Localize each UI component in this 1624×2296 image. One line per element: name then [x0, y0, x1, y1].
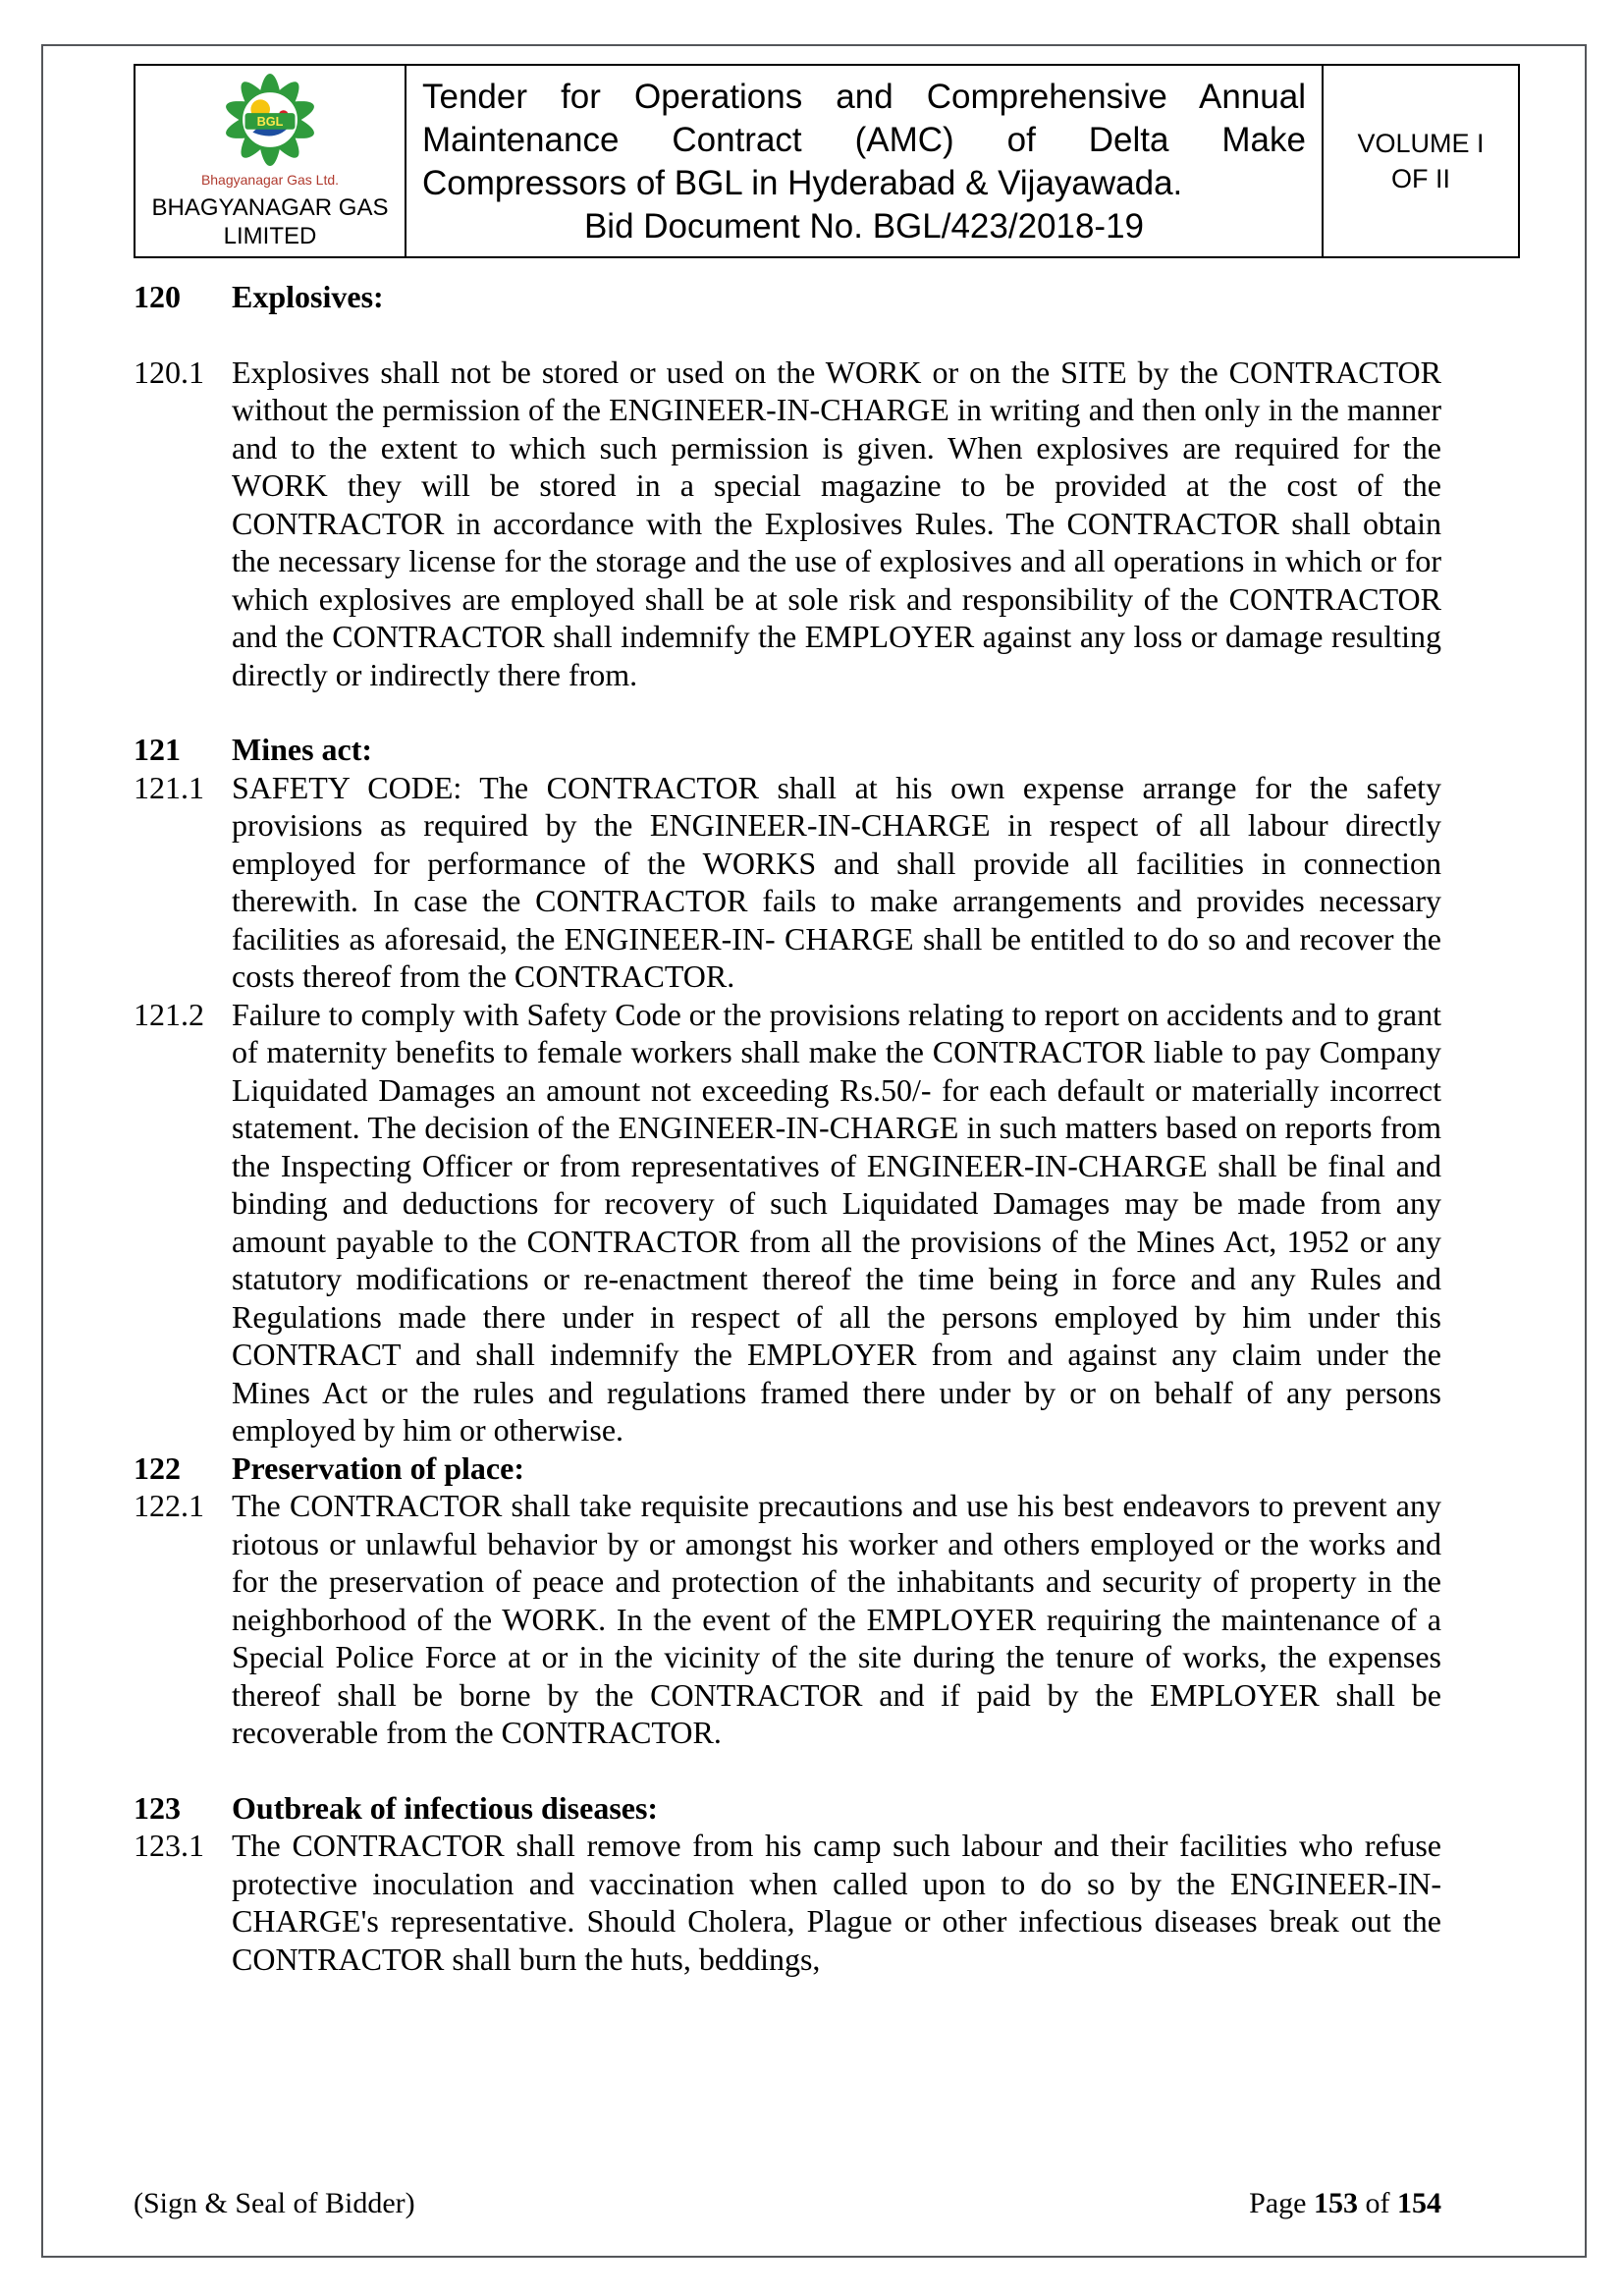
volume-line-1: VOLUME I [1357, 129, 1485, 158]
page-total: 154 [1397, 2187, 1441, 2219]
clause [134, 769, 1441, 996]
clause-text: Failure to comply with Safety Code or the provisions relating to report on accidents and to grant of maternity benefits to female workers shall make the CONTRACTOR liable to pay Company Liquidated Damages an amount not exceeding Rs.50/- for each default or materially incorrect statement. The decision of the ENGINEER-IN-CHARGE in such matters based on reports from the Inspecting Officer or from representatives of ENGINEER-IN-CHARGE shall be final and binding and deductions for recovery of such Liquidated Damages may be made from any amount payable to the CONTRACTOR from all the provisions of the Mines Act, 1952 or any statutory modifications or re-enactment thereof the time being in force and any Rules and Regulations made there under in respect of all the persons employed by him under this CONTRACT and shall indemnify the EMPLOYER from and against any claim under the Mines Act or the rules and regulations framed there under by or on behalf of any persons employed by him or otherwise. [232, 996, 1441, 1448]
tender-title-line: Compressors of BGL in Hyderabad & Vijayawada. [422, 164, 1183, 202]
section-title: Outbreak of infectious diseases: [232, 1789, 659, 1826]
clause-text: The CONTRACTOR shall remove from his camp such labour and their facilities who refuse protective inoculation and vaccination when called upon to do so by the ENGINEER-IN-CHARGE's representative. Should Cholera, Plague or other infectious diseases break out the CONTRACTOR shall burn the huts, beddings, [232, 1828, 1441, 1977]
clause-number: 121.2 [134, 996, 204, 1032]
of-label: of [1365, 2187, 1390, 2219]
tender-title-line: Maintenance Contract (AMC) of Delta Make [422, 121, 1306, 159]
clause [134, 1487, 1441, 1752]
section-title: Preservation of place: [232, 1449, 524, 1486]
clause-number: 123.1 [134, 1828, 204, 1863]
page-current: 153 [1314, 2187, 1358, 2219]
section-title: Explosives: [232, 279, 384, 314]
bgl-logo [217, 72, 323, 168]
section-number: 122 [134, 1449, 181, 1486]
clause-number: 120.1 [134, 354, 204, 390]
sign-seal-label: (Sign & Seal of Bidder) [134, 2187, 415, 2219]
page-label: Page [1249, 2187, 1307, 2219]
clause-text: The CONTRACTOR shall take requisite precautions and use his best endeavors to prevent any riotous or unlawful behavior by or amongst his worker and others employed or the works and for the preservation of peace and protection of the inhabitants and security of property in the neighborhood of the WORK. In the event of the EMPLOYER requiring the maintenance of a Special Police Force at or in the vicinity of the site during the tenure of works, the expenses thereof shall be borne by the CONTRACTOR and if paid by the EMPLOYER shall be recoverable from the CONTRACTOR. [232, 1488, 1441, 1750]
logo-acronym: BGL [256, 113, 284, 129]
section-number: 123 [134, 1789, 181, 1826]
org-name: BHAGYANAGAR GAS LIMITED [151, 194, 389, 249]
page-border-frame [41, 44, 1587, 2258]
volume-line-2: OF II [1391, 164, 1450, 193]
logo-subtext: Bhagyanagar Gas Ltd. [200, 172, 340, 188]
bid-document-number: Bid Document No. BGL/423/2018-19 [583, 207, 1145, 246]
section-heading [134, 731, 1441, 769]
document-body [134, 278, 1441, 1978]
page-footer [134, 2187, 1441, 2220]
section-number: 120 [134, 279, 181, 314]
clause-number: 122.1 [134, 1488, 204, 1523]
clause [134, 996, 1441, 1449]
volume-cell [1324, 66, 1518, 256]
section-heading [134, 1789, 1441, 1828]
clause-text: Explosives shall not be stored or used on the WORK or on the SITE by the CONTRACTOR without the permission of the ENGINEER-IN-CHARGE in writing and then only in the manner and to the extent to which such permission is given. When explosives are required for the WORK they will be stored in a special magazine to be provided at the cost of the CONTRACTOR in accordance with the Explosives Rules. The CONTRACTOR shall obtain the necessary license for the storage and the use of explosives and all operations in which or for which explosives are employed shall be at sole risk and responsibility of the CONTRACTOR and the CONTRACTOR shall indemnify the EMPLOYER against any loss or damage resulting directly or indirectly there from. [232, 354, 1441, 692]
title-cell [406, 66, 1324, 256]
document-header-table [134, 64, 1520, 258]
clause-number: 121.1 [134, 769, 204, 805]
section-number: 121 [134, 732, 181, 767]
section-heading [134, 1449, 1441, 1488]
tender-title-line: Tender for Operations and Comprehensive Annual [422, 78, 1306, 116]
section-title: Mines act: [232, 732, 373, 767]
clause-text: SAFETY CODE: The CONTRACTOR shall at his own expense arrange for the safety provisions as required by the ENGINEER-IN-CHARGE in respect of all labour directly employed for performance of the WORKS and shall provide all facilities in connection therewith. In case the CONTRACTOR fails to make arrangements and provides necessary facilities as aforesaid, the ENGINEER-IN- CHARGE shall be entitled to do so and recover the costs thereof from the CONTRACTOR. [232, 769, 1441, 994]
clause [134, 1827, 1441, 1978]
clause [134, 354, 1441, 694]
logo-cell [135, 66, 406, 256]
section-heading [134, 278, 1441, 316]
page-number [1249, 2187, 1441, 2220]
